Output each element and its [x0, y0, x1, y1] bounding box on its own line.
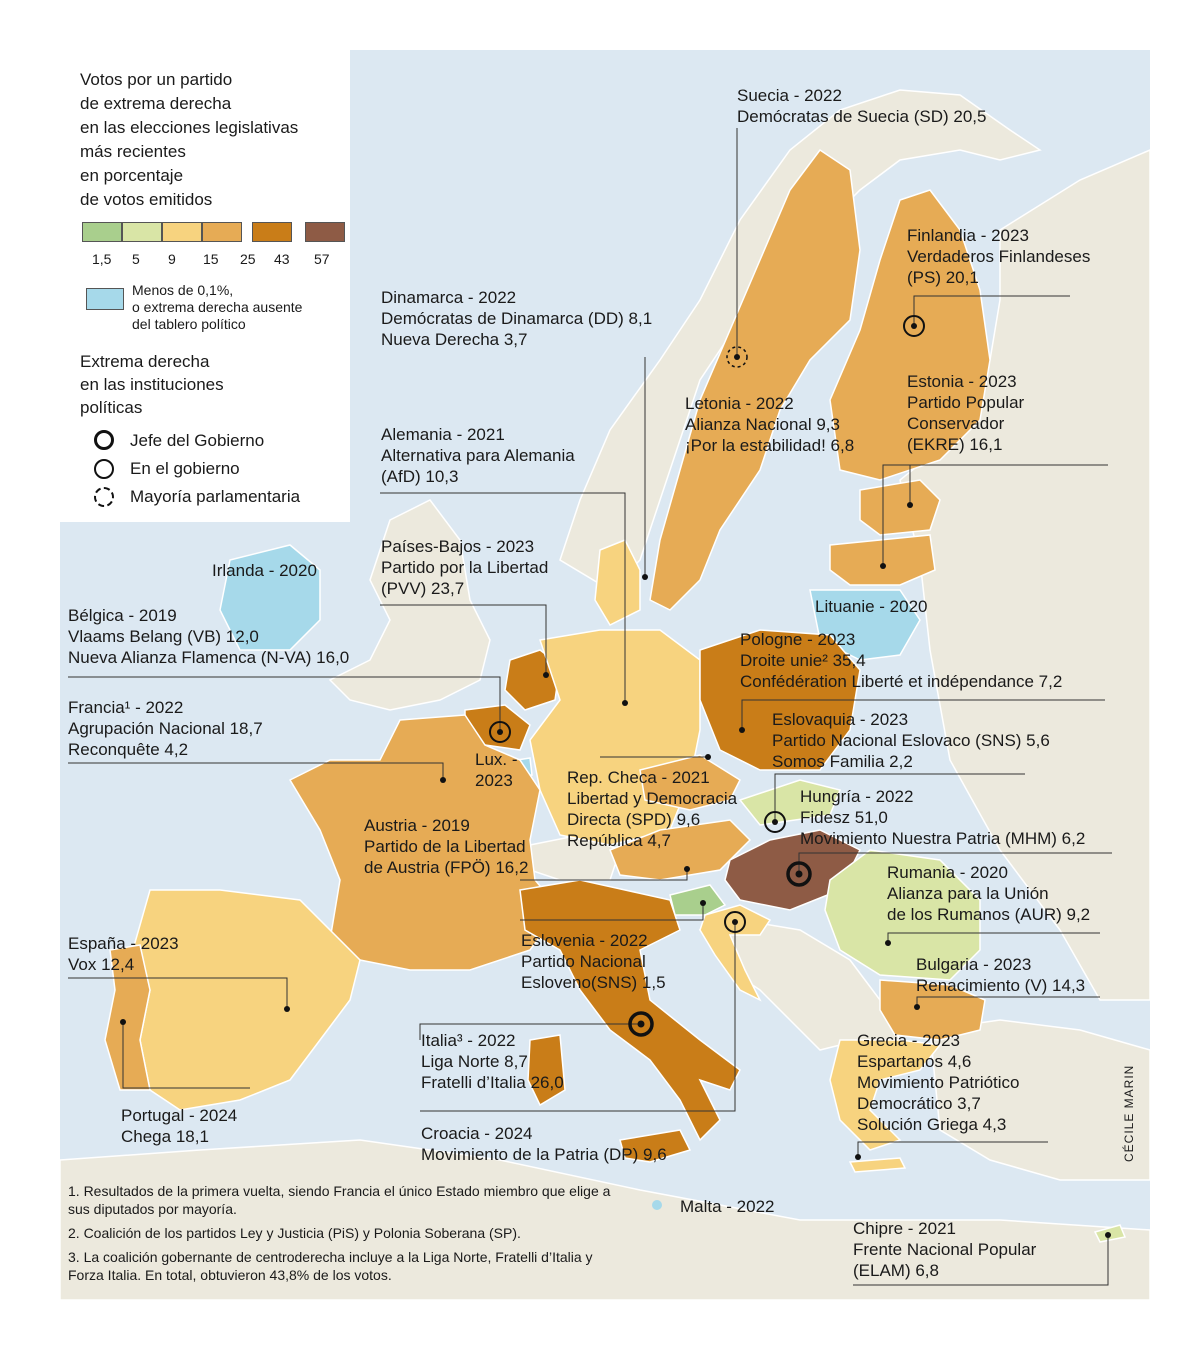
- mayoria-label: Mayoría parlamentaria: [130, 487, 301, 506]
- label-polonia: Pologne - 2023 Droite unie² 35,4 Confédération Liberté et indépendance 7,2: [740, 630, 1063, 691]
- absent-swatch: [86, 288, 124, 310]
- credit: CÉCILE MARIN: [1122, 1064, 1136, 1162]
- label-alemania: Alemania - 2021 Alternativa para Alemania (AfD) 10,3: [381, 425, 575, 486]
- legend: [60, 50, 350, 522]
- scale-tick: 25: [240, 251, 256, 267]
- label-grecia: Grecia - 2023 Espartanos 4,6 Movimiento Patriótico Democrático 3,7 Solución Griega 4,3: [857, 1031, 1020, 1134]
- label-italia: Italia³ - 2022 Liga Norte 8,7 Fratelli d’Italia 26,0: [421, 1031, 564, 1092]
- label-suecia: Suecia - 2022 Demócratas de Suecia (SD) 20,5: [737, 86, 987, 126]
- gobierno-label: En el gobierno: [130, 459, 240, 478]
- label-rep-checa: Rep. Checa - 2021 Libertad y Democracia Directa (SPD) 9,6 República 4,7: [567, 768, 738, 850]
- label-espana: España - 2023 Vox 12,4: [68, 934, 179, 974]
- absent-label: Menos de 0,1%, o extrema derecha ausente del tablero político: [132, 282, 303, 332]
- scale-tick: 15: [203, 251, 219, 267]
- label-finlandia: Finlandia - 2023 Verdaderos Finlandeses (PS) 20,1: [907, 226, 1091, 287]
- label-malta: Malta - 2022: [680, 1197, 775, 1216]
- label-hungria: Hungría - 2022 Fidesz 51,0 Movimiento Nuestra Patria (MHM) 6,2: [800, 787, 1086, 848]
- scale-swatch-5: [252, 222, 292, 242]
- label-chipre: Chipre - 2021 Frente Nacional Popular (ELAM) 6,8: [853, 1219, 1037, 1280]
- mayoria-icon: [94, 487, 114, 507]
- label-austria: Austria - 2019 Partido de la Libertad de Austria (FPÖ) 16,2: [364, 816, 529, 877]
- scale-tick: 5: [132, 251, 140, 267]
- footnotes: [68, 1182, 613, 1290]
- label-lux: Lux. - 2023: [475, 750, 518, 790]
- label-paises-bajos: Países-Bajos - 2023 Partido por la Libertad (PVV) 23,7: [381, 537, 549, 598]
- scale-swatch-6: [305, 222, 345, 242]
- label-lituania: Lituanie - 2020: [815, 597, 928, 616]
- scale-swatch-4: [202, 222, 242, 242]
- footnote-1: 1. Resultados de la primera vuelta, siendo Francia el único Estado miembro que elige a sus diputados por mayoría.: [68, 1183, 611, 1217]
- label-belgica: Bélgica - 2019 Vlaams Belang (VB) 12,0 Nueva Alianza Flamenca (N-VA) 16,0: [68, 606, 350, 667]
- scale-tick: 57: [314, 251, 330, 267]
- scale-swatch-2: [122, 222, 162, 242]
- label-dinamarca: Dinamarca - 2022 Demócratas de Dinamarca (DD) 8,1 Nueva Derecha 3,7: [381, 288, 653, 349]
- gobierno-icon: [94, 459, 114, 479]
- label-irlanda: Irlanda - 2020: [212, 561, 317, 580]
- country-estonia: [860, 480, 940, 535]
- scale-tick: 9: [168, 251, 176, 267]
- legend-title: Votos por un partido de extrema derecha en las elecciones legislativas más recientes en porcentaje de votos emitidos: [80, 70, 299, 209]
- jefe-icon: [94, 430, 114, 450]
- label-bulgaria: Bulgaria - 2023 Renacimiento (V) 14,3: [916, 955, 1086, 995]
- scale-swatch-1: [82, 222, 122, 242]
- scale-tick: 43: [274, 251, 290, 267]
- jefe-label: Jefe del Gobierno: [130, 431, 265, 450]
- footnote-3: 3. La coalición gobernante de centroderecha incluye a la Liga Norte, Fratelli d’Italia y Forza Italia. En total, obtuvieron 43,8% de los votos.: [68, 1249, 593, 1283]
- label-francia: Francia¹ - 2022 Agrupación Nacional 18,7 Reconquête 4,2: [68, 698, 263, 759]
- label-croacia: Croacia - 2024 Movimiento de la Patria (DP) 9,6: [421, 1124, 667, 1164]
- scale-swatch-3: [162, 222, 202, 242]
- scale-tick: 1,5: [92, 251, 112, 267]
- label-eslovenia: Eslovenia - 2022 Partido Nacional Esloveno(SNS) 1,5: [521, 931, 666, 992]
- institutions-title: Extrema derecha en las instituciones políticas: [80, 352, 224, 417]
- label-eslovaquia: Eslovaquia - 2023 Partido Nacional Eslovaco (SNS) 5,6 Somos Familia 2,2: [772, 710, 1050, 771]
- country-malta: [652, 1200, 662, 1210]
- footnote-2: 2. Coalición de los partidos Ley y Justicia (PiS) y Polonia Soberana (SP).: [68, 1225, 521, 1241]
- label-portugal: Portugal - 2024 Chega 18,1: [121, 1106, 238, 1146]
- label-estonia: Estonia - 2023 Partido Popular Conservador (EKRE) 16,1: [907, 372, 1025, 454]
- label-rumania: Rumania - 2020 Alianza para la Unión de los Rumanos (AUR) 9,2: [887, 863, 1091, 924]
- label-letonia: Letonia - 2022 Alianza Nacional 9,3 ¡Por la estabilidad! 6,8: [685, 394, 855, 455]
